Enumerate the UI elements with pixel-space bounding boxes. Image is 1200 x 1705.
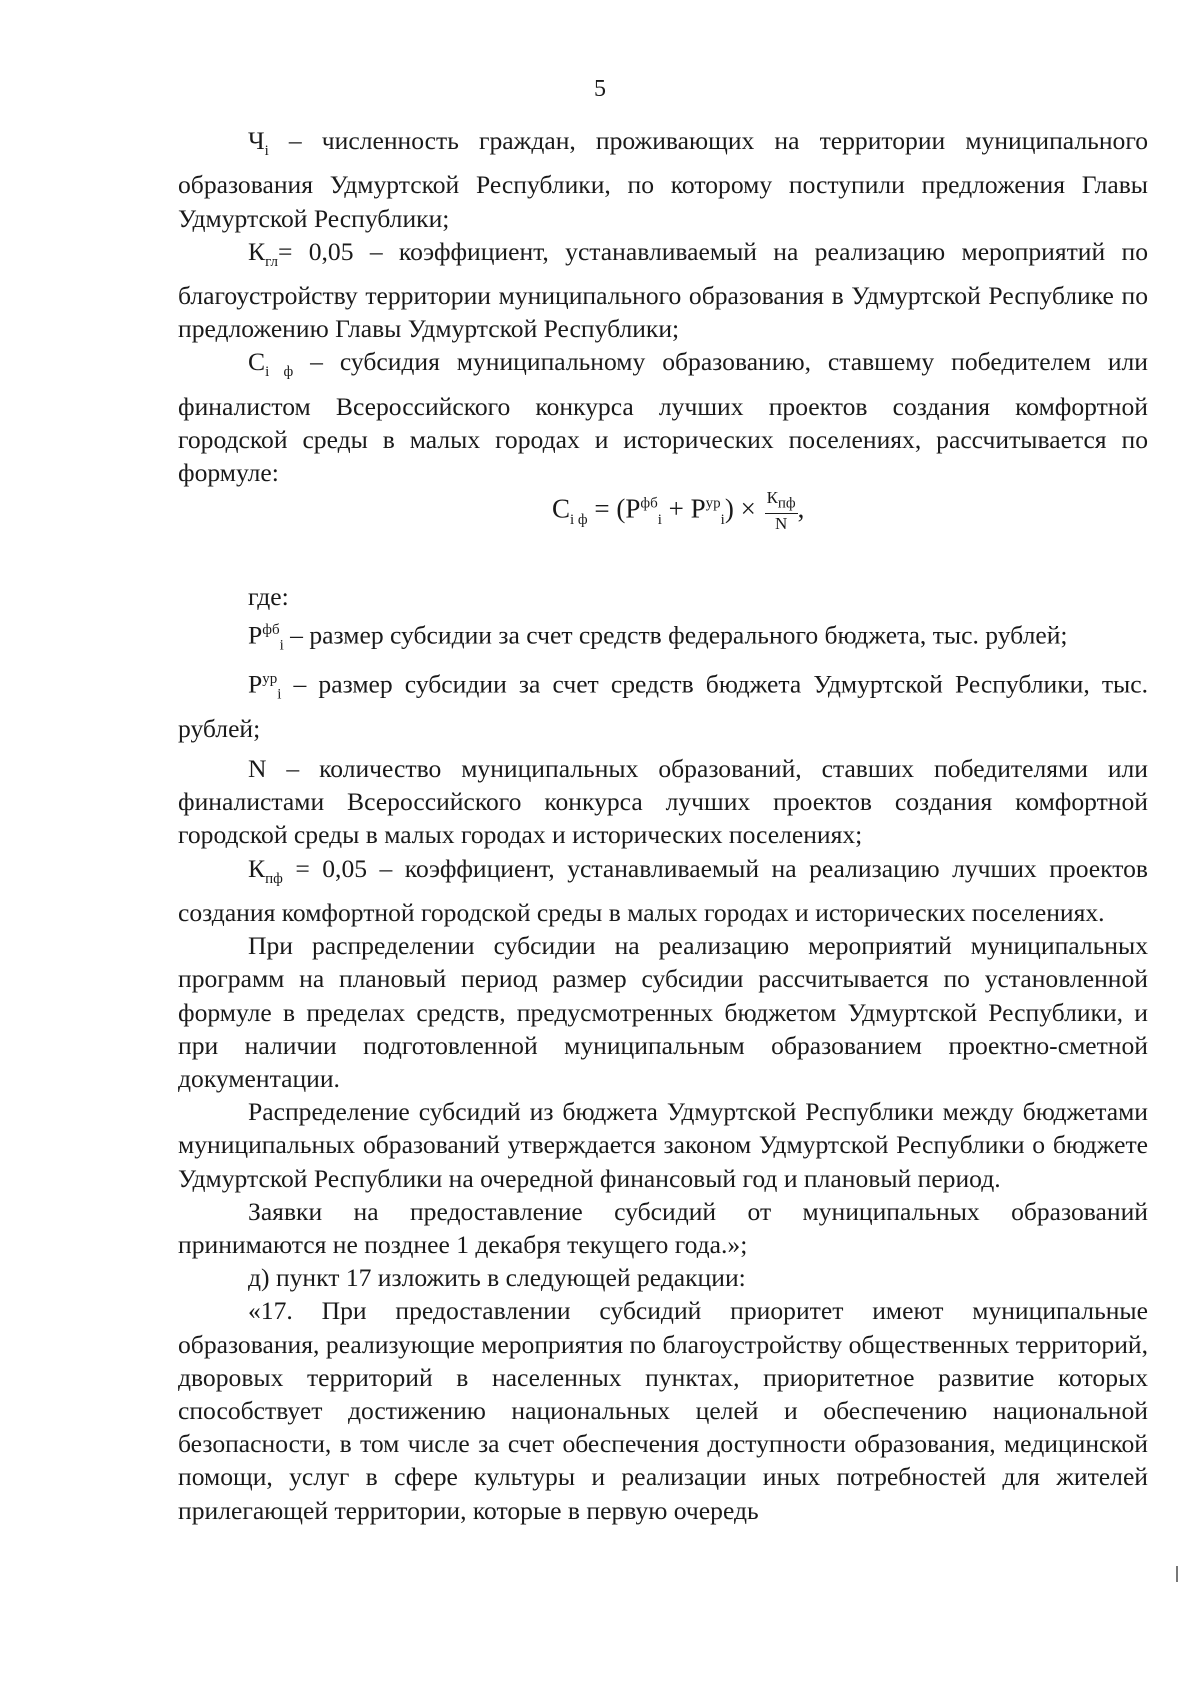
symbol-kgl: К (248, 236, 266, 266)
symbol-pur-sup: ур (262, 670, 278, 687)
paragraph-applications: Заявки на предоставление субсидий от муниципальных образований принимаются не позднее 1 декабря текущего года.»; (178, 1196, 1148, 1259)
symbol-pur: Р (248, 669, 263, 699)
formula-p2-sub: i (720, 511, 725, 528)
page-number: 5 (594, 76, 606, 102)
symbol-cif-sub: i ф (265, 364, 294, 381)
symbol-kpf-sub: пф (265, 870, 283, 887)
definition-pur (178, 663, 1148, 745)
symbol-pur-sub: i (277, 686, 282, 703)
paragraph-distribution: При распределении субсидии на реализацию мероприятий муниципальных программ на плановый период размер субсидии рассчитывается по установленной формуле в пределах средств, предусмотренных бюджетом Удмуртской Республики, и при наличии подготовленной муниципальным образованием проектно-сметной документации. (178, 931, 1148, 1093)
margin-mark (1176, 1566, 1178, 1582)
fraction-denominator: N (774, 514, 788, 534)
fraction-num-sub: пф (777, 495, 796, 512)
definition-cif-text: – субсидия муниципальному образованию, ставшему победителем или финалистом Всероссийского конкурса лучших проектов создания комфортной городской среды в малых городах и исторических поселениях, рассчитывается по формуле: (178, 347, 1148, 488)
formula-p1-sup: фб (640, 495, 658, 512)
paragraph-item-17: «17. При предоставлении субсидий приоритет имеют муниципальные образования, реализующие мероприятия по благоустройству общественных территорий, дворовых территорий в населенных пунктах, приоритетное развитие которых способствует достижению национальных целей и обеспечению национальной безопасности, в том числе за счет обеспечения доступности образования, медицинской помощи, услуг в сфере культуры и реализации иных потребностей для жителей прилегающей территории, которые в первую очередь (178, 1296, 1148, 1525)
symbol-pfb: Р (248, 620, 263, 650)
symbol-pfb-sup: фб (262, 622, 280, 638)
formula-p1-sub: i (657, 511, 662, 528)
definition-pur-text: – размер субсидии за счет средств бюджета Удмуртской Республики, тыс. рублей; (178, 669, 1148, 743)
symbol-chi-sub: i (264, 143, 269, 160)
definitions-top (178, 124, 1148, 489)
formula-lhs: С (552, 493, 571, 524)
fraction-num-sym: К (766, 488, 778, 507)
definition-kpf-text: = 0,05 – коэффициент, устанавливаемый на реализацию лучших проектов создания комфортной городской среды в малых городах и исторических поселениях. (178, 853, 1148, 927)
symbol-kgl-sub: гл (265, 253, 278, 270)
formula (552, 488, 804, 534)
definition-kgl-text: = 0,05 – коэффициент, устанавливаемый на реализацию мероприятий по благоустройству территории муниципального образования в Удмуртской Республике по предложению Главы Удмуртской Республики; (178, 236, 1148, 344)
definition-kpf (178, 852, 1148, 930)
definition-pfb (178, 614, 1148, 663)
symbol-chi: Ч (248, 126, 265, 155)
symbol-cif: С (248, 347, 266, 377)
definition-kgl (178, 235, 1148, 346)
definition-chi-text: – численность граждан, проживающих на территории муниципального образования Удмуртской Республики, по которому поступили предложения Главы Удмуртской Республики; (178, 126, 1148, 233)
definition-chi (178, 124, 1148, 235)
definition-n: N – количество муниципальных образований, ставших победителями или финалистами Всероссийского конкурса лучших проектов создания комфортной городской среды в малых городах и исторических поселениях; (178, 754, 1148, 850)
symbol-kpf: К (248, 853, 266, 883)
paragraph-budget-law: Распределение субсидий из бюджета Удмуртской Республики между бюджетами муниципальных образований утверждается законом Удмуртской Республики о бюджете Удмуртской Республики на очередной финансовый год и плановый период. (178, 1097, 1148, 1193)
paragraph-item-17-intro: д) пункт 17 изложить в следующей редакции: (248, 1263, 746, 1293)
formula-plus: + Р (661, 493, 706, 524)
formula-eq: = (Р (587, 493, 641, 524)
definitions-formula (178, 614, 1148, 745)
formula-fraction (765, 488, 798, 534)
definition-pfb-text: – размер субсидии за счет средств федерального бюджета, тыс. рублей; (283, 620, 1068, 650)
formula-tail: , (797, 493, 805, 524)
where-label: где: (248, 582, 289, 611)
definition-cif (178, 345, 1148, 489)
fraction-numerator (765, 488, 798, 514)
symbol-pfb-sub: i (279, 637, 284, 654)
formula-p2-sup: ур (705, 495, 721, 512)
formula-lhs-sub: i ф (570, 511, 588, 528)
formula-close: ) × (724, 493, 763, 524)
body-text (178, 752, 1148, 1527)
